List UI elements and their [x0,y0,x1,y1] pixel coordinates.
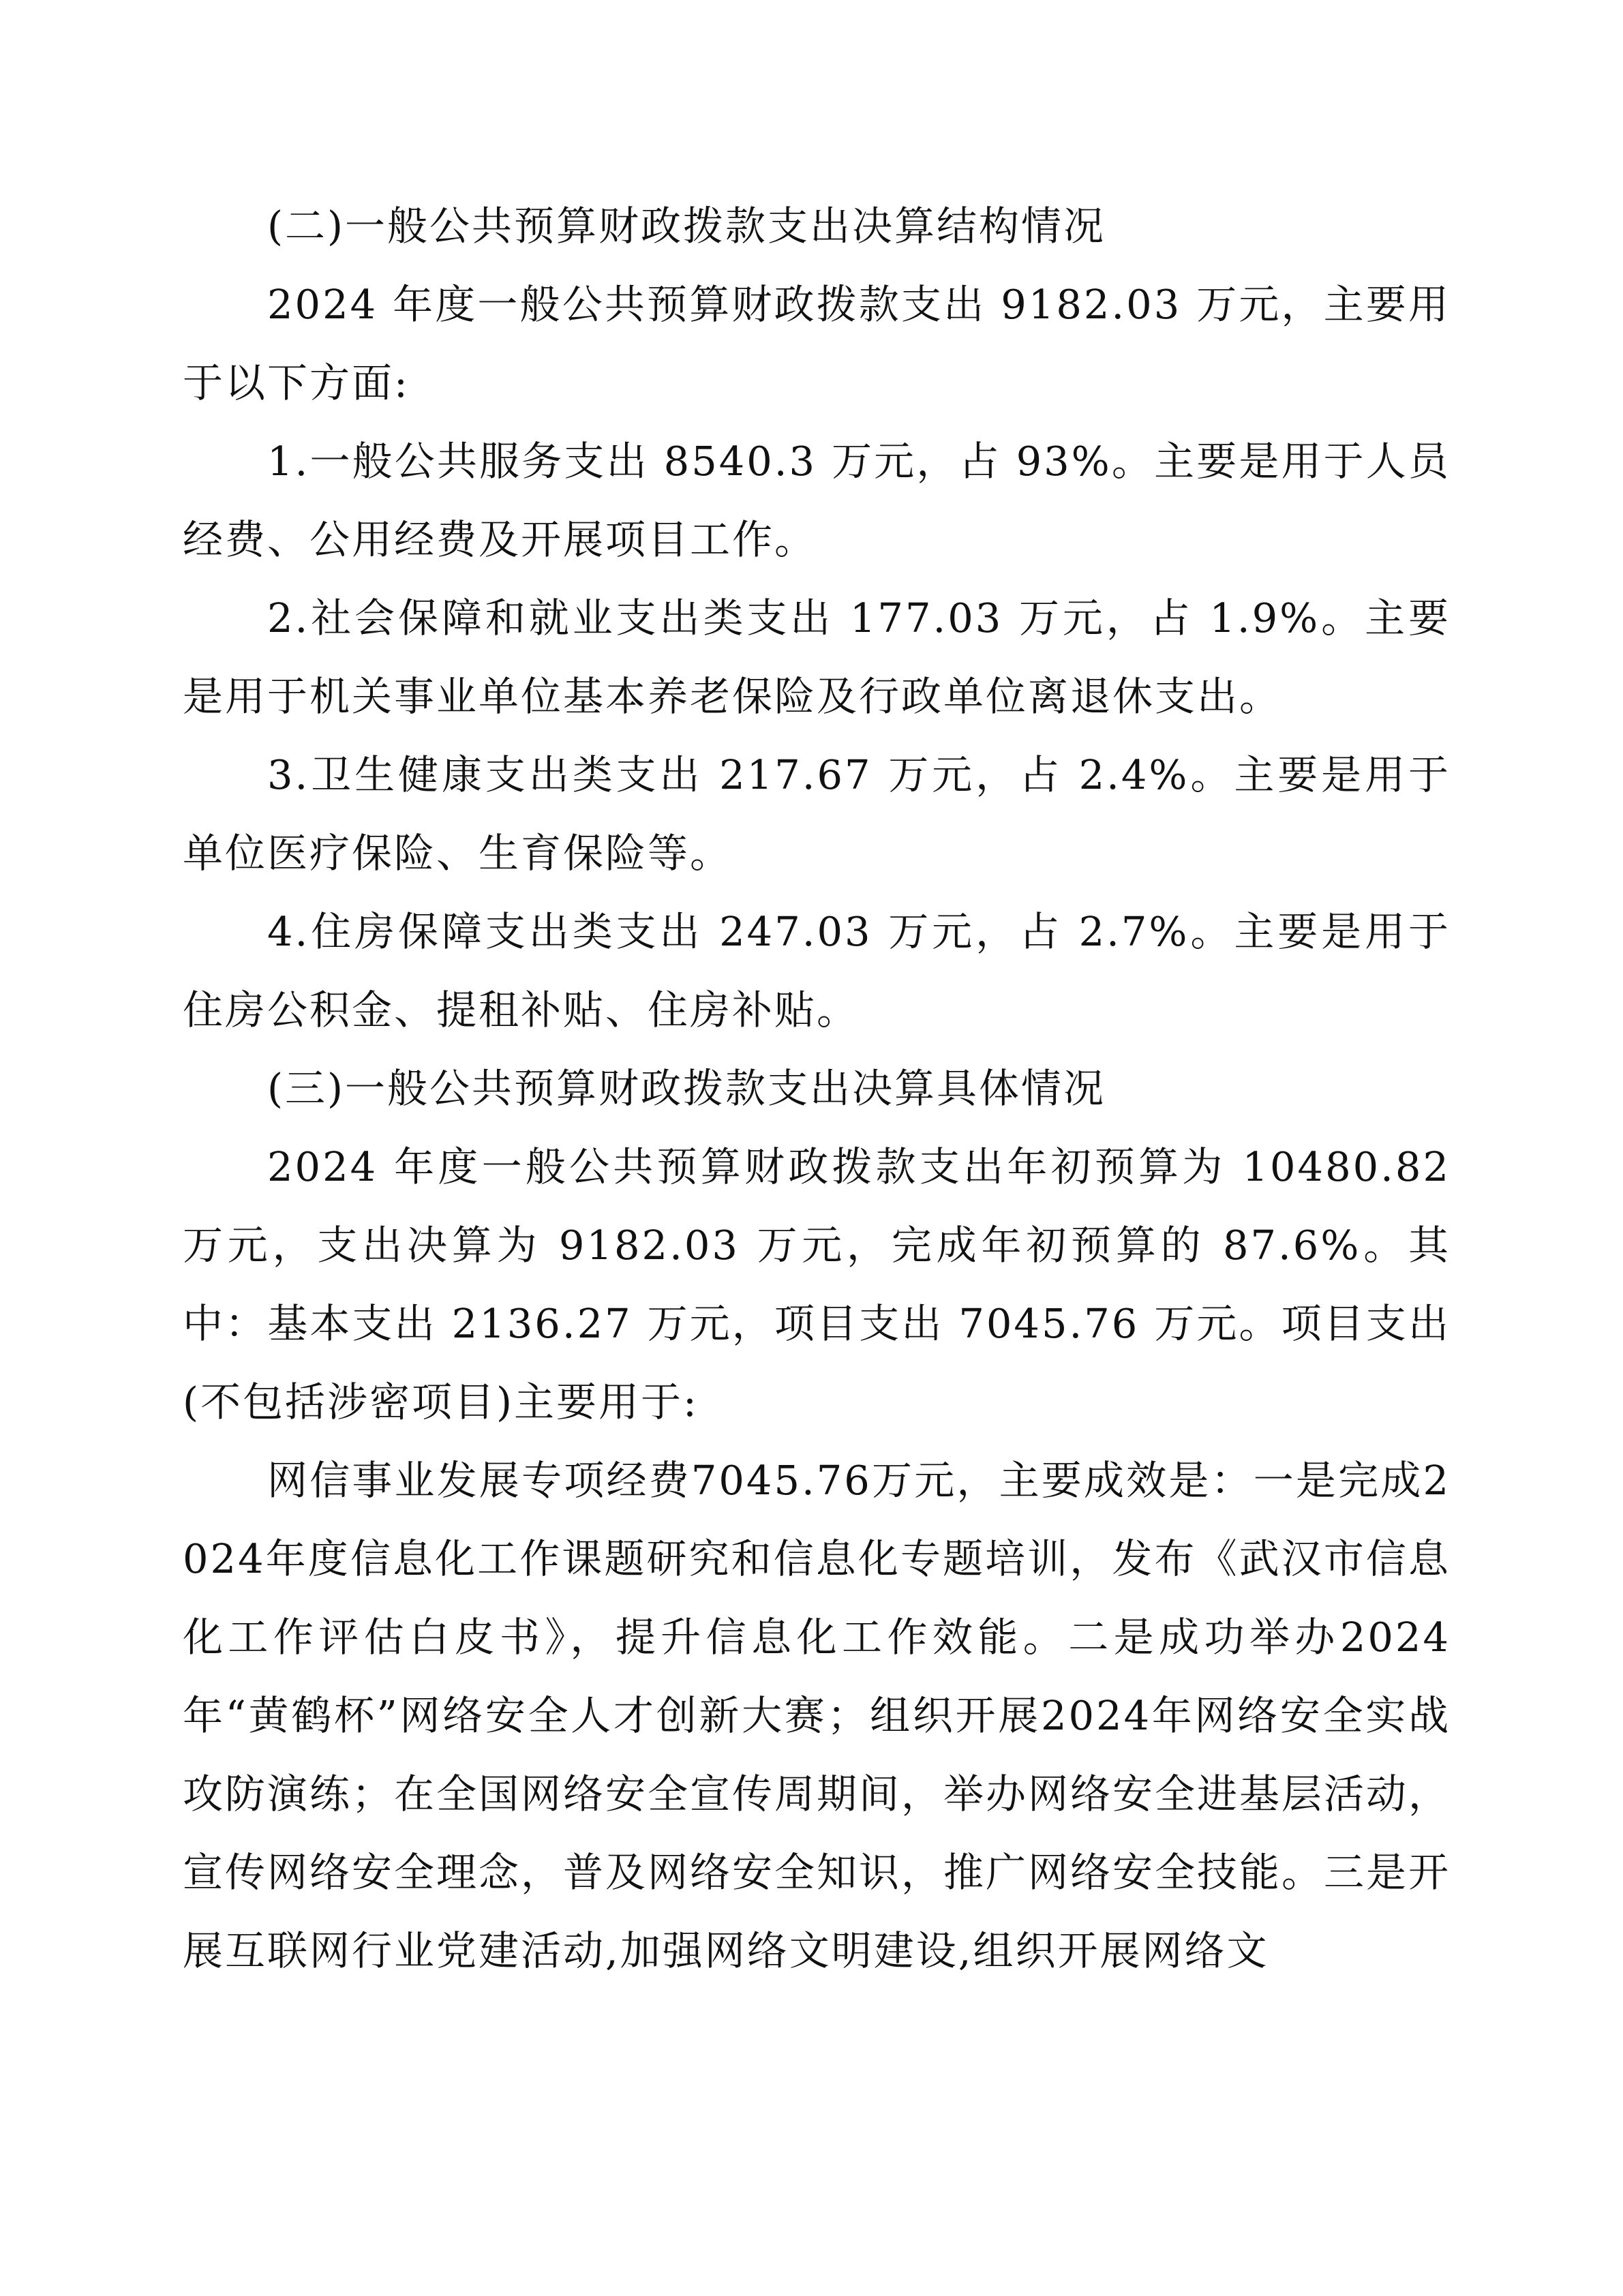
document-body [183,187,1451,1990]
paragraph-structure-intro: 2024 年度一般公共预算财政拨款支出 9182.03 万元，主要用于以下方面: [183,281,1451,406]
section-heading-expenditure-details: (三)一般公共预算财政拨款支出决算具体情况 [267,1065,1106,1112]
paragraph-item-social-security: 2.社会保障和就业支出类支出 177.03 万元，占 1.9%。主要是用于机关事业单位基本养老保险及行政单位离退休支出。 [183,594,1451,720]
section-heading-expenditure-structure: (二)一般公共预算财政拨款支出决算结构情况 [267,202,1106,250]
paragraph-detail-intro: 2024 年度一般公共预算财政拨款支出年初预算为 10480.82 万元，支出决算为 9182.03 万元，完成年初预算的 87.6%。其中：基本支出 2136.27 万元，项目支出 7045.76 万元。项目支出(不包括涉密项目)主要用于: [183,1143,1451,1425]
paragraph-item-general-public-services: 1.一般公共服务支出 8540.3 万元，占 93%。主要是用于人员经费、公用经费及开展项目工作。 [183,438,1451,563]
paragraph-item-housing: 4.住房保障支出类支出 247.03 万元，占 2.7%。主要是用于住房公积金、提租补贴、住房补贴。 [183,908,1451,1033]
paragraph-item-health: 3.卫生健康支出类支出 217.67 万元，占 2.4%。主要是用于单位医疗保险、生育保险等。 [183,751,1451,877]
paragraph-project-detail: 网信事业发展专项经费7045.76万元，主要成效是：一是完成2024年度信息化工作课题研究和信息化专题培训，发布《武汉市信息化工作评估白皮书》，提升信息化工作效能。二是成功举办2024年“黄鹤杯”网络安全人才创新大赛；组织开展2024年网络安全实战攻防演练；在全国网络安全宣传周期间，举办网络安全进基层活动，宣传网络安全理念，普及网络安全知识，推广网络安全技能。三是开展互联网行业党建活动,加强网络文明建设,组织开展网络文 [183,1457,1451,1974]
